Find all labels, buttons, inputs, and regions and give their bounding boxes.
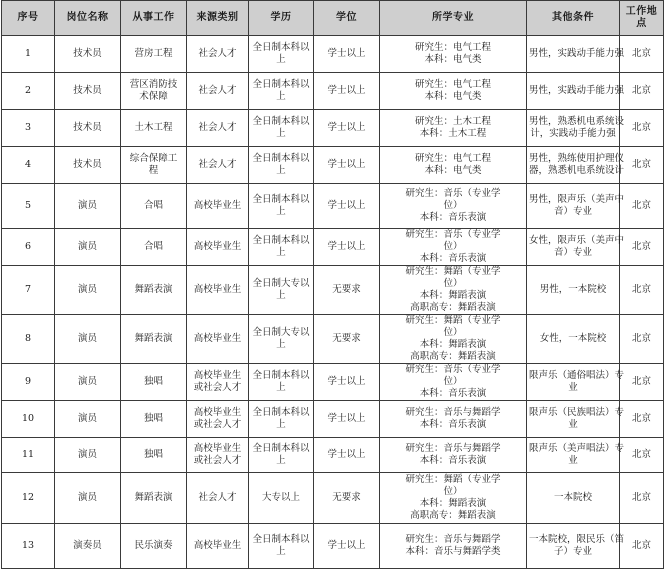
cell-no: 1 [2,36,55,73]
table-row [2,315,664,364]
cell-work [121,473,187,524]
header-education: 学历 [249,1,314,36]
cell-education-line: 全日制本科以 [252,42,310,53]
cell-major-line: 本科：音乐表演 [419,419,487,430]
cell-other [527,36,625,73]
cell-place: 北京 [620,36,664,73]
cell-work-line: 合唱 [143,241,163,252]
cell-major-line: 本科：土木工程 [419,128,487,139]
cell-education-line: 上 [276,546,286,557]
cell-education [249,110,314,147]
table-row [2,364,664,401]
cell-source-line: 社会人才 [198,159,237,170]
cell-no: 7 [2,266,55,315]
cell-other-line: 男性，熟悉机电系统设 [529,116,625,127]
cell-other-line: 一本院校 [553,492,592,503]
cell-other-line: 计，实践动手能力强 [530,128,616,139]
cell-source [187,73,249,110]
cell-no: 13 [2,524,55,569]
cell-major [380,110,527,147]
cell-major-line: 研究生：土木工程 [414,116,491,127]
cell-work [121,73,187,110]
header-work: 从事工作 [121,1,187,36]
cell-major-line: 研究生：音乐（专业学 [405,188,501,199]
cell-education [249,36,314,73]
cell-major-line: 本科：音乐与舞蹈学类 [405,546,501,557]
cell-degree: 学士以上 [314,36,380,73]
cell-education-line: 上 [276,382,286,393]
cell-major-line: 高职高专：舞蹈表演 [410,302,496,313]
cell-other [527,438,625,473]
cell-work-line: 合唱 [143,200,163,211]
cell-other-line: 业 [568,419,578,430]
cell-major [380,147,527,184]
cell-other [527,364,625,401]
cell-post: 技术员 [55,147,121,184]
cell-major-line: 本科：电气类 [424,91,482,102]
cell-major-line: 位） [443,200,463,211]
table-row [2,524,664,569]
cell-source [187,266,249,315]
cell-other-line: 限声乐（通俗唱法）专 [529,370,625,381]
header-no: 序号 [2,1,55,36]
cell-other-line: 限声乐（美声唱法）专 [529,443,625,454]
cell-education-line: 上 [276,455,286,466]
cell-work [121,438,187,473]
recruitment-table [1,0,664,569]
cell-work-line: 独唱 [143,413,163,424]
header-post: 岗位名称 [55,1,121,36]
cell-other [527,401,625,438]
cell-education-line: 上 [276,339,286,350]
cell-no: 8 [2,315,55,364]
cell-degree: 无要求 [314,315,380,364]
cell-work [121,229,187,266]
cell-other [527,315,620,364]
cell-work-line: 程 [148,165,159,176]
table-row [2,401,664,438]
cell-source [187,110,249,147]
cell-other-line: 女性，一本院校 [539,333,607,344]
cell-source-line: 社会人才 [198,122,237,133]
cell-source-line: 高校毕业生 [193,333,242,344]
cell-work-line: 独唱 [143,376,163,387]
cell-source-line: 高校毕业生 [193,443,242,454]
cell-degree: 学士以上 [314,364,380,401]
cell-education [249,147,314,184]
table-row [2,229,664,266]
cell-education-line: 上 [276,247,286,258]
table-row [2,438,664,473]
cell-education [249,73,314,110]
cell-work [121,524,187,569]
cell-education-line: 全日制本科以 [252,370,310,381]
cell-source [187,364,249,401]
cell-degree: 学士以上 [314,147,380,184]
cell-major-line: 高职高专：舞蹈表演 [410,351,496,362]
cell-no: 3 [2,110,55,147]
cell-place: 北京 [620,401,664,438]
cell-place: 北京 [620,266,664,315]
cell-education-line: 上 [276,290,286,301]
cell-major-line: 本科：舞蹈表演 [419,290,487,301]
cell-other-line: 男性，实践动手能力强 [529,48,625,59]
cell-work [121,315,187,364]
cell-other-line: 男性，限声乐（美声中 [529,194,625,205]
cell-source [187,438,249,473]
cell-major [380,438,527,473]
cell-major-line: 本科：音乐表演 [419,455,487,466]
cell-post: 演员 [55,315,121,364]
cell-post: 演员 [55,266,121,315]
cell-no: 5 [2,184,55,229]
cell-source-line: 或社会人才 [193,455,242,466]
cell-education [249,184,314,229]
cell-work [121,401,187,438]
cell-major-line: 本科：舞蹈表演 [419,339,487,350]
cell-education [249,364,314,401]
cell-source [187,473,249,524]
cell-no: 12 [2,473,55,524]
cell-education-line: 全日制本科以 [252,116,310,127]
cell-work-line: 术保障 [139,91,168,102]
cell-other [527,147,625,184]
cell-place: 北京 [620,110,664,147]
cell-work-line: 土木工程 [134,122,173,133]
cell-major [380,266,527,315]
cell-work [121,36,187,73]
cell-major-line: 研究生：舞蹈（专业学 [405,474,501,485]
cell-source-line: 或社会人才 [193,382,242,393]
cell-post: 技术员 [55,36,121,73]
header-source: 来源类别 [187,1,249,36]
cell-source [187,184,249,229]
cell-education [249,401,314,438]
cell-major-line: 研究生：音乐与舞蹈学 [405,534,501,545]
cell-major [380,229,527,266]
cell-source-line: 高校毕业生 [193,284,242,295]
cell-post: 演员 [55,438,121,473]
cell-education-line: 上 [276,91,286,102]
table-row [2,473,664,524]
cell-major-line: 位） [443,241,463,252]
cell-major-line: 位） [443,327,463,338]
cell-major-line: 研究生：音乐与舞蹈学 [405,443,501,454]
cell-work [121,147,187,184]
cell-major-line: 研究生：音乐与舞蹈学 [405,407,501,418]
cell-major [380,315,527,364]
cell-major-line: 本科：音乐表演 [419,388,487,399]
cell-source-line: 高校毕业生 [193,540,242,551]
cell-education-line: 上 [276,128,286,139]
cell-other-line: 业 [568,382,578,393]
cell-source [187,401,249,438]
cell-place: 北京 [620,229,664,266]
cell-education [249,473,314,524]
cell-major-line: 位） [443,278,463,289]
cell-no: 11 [2,438,55,473]
cell-post: 技术员 [55,110,121,147]
cell-education [249,438,314,473]
cell-education [249,524,314,569]
cell-major [380,401,527,438]
cell-other-line: 音）专业 [553,206,592,217]
cell-education-line: 大专以上 [261,492,300,503]
cell-education-line: 全日制本科以 [252,534,310,545]
cell-education-line: 全日制大专以 [252,278,310,289]
cell-education-line: 全日制本科以 [252,79,310,90]
cell-source [187,229,249,266]
cell-source-line: 社会人才 [198,85,237,96]
cell-major [380,473,527,524]
cell-education [249,266,314,315]
cell-major [380,184,527,229]
cell-post: 演员 [55,364,121,401]
cell-no: 6 [2,229,55,266]
table-row [2,147,664,184]
cell-other-line: 男性，一本院校 [539,284,607,295]
cell-source-line: 社会人才 [198,48,237,59]
cell-place: 北京 [620,438,664,473]
cell-education-line: 上 [276,419,286,430]
cell-post: 演员 [55,184,121,229]
cell-other-line: 器，熟悉机电系统设计 [529,165,625,176]
cell-major-line: 研究生：电气工程 [414,79,491,90]
cell-major-line: 本科：电气类 [424,165,482,176]
cell-source-line: 高校毕业生 [193,370,242,381]
cell-other-line: 男性，熟练使用护理仪 [529,153,625,164]
cell-education-line: 全日制本科以 [252,235,310,246]
cell-education-line: 全日制本科以 [252,407,310,418]
cell-work-line: 营区消防技 [129,79,178,90]
cell-other-line: 一本院校，限民乐（笛 [529,534,625,545]
cell-place: 北京 [620,364,664,401]
cell-major-line: 研究生：舞蹈（专业学 [405,315,501,326]
cell-no: 9 [2,364,55,401]
cell-other [527,524,625,569]
cell-place: 北京 [620,184,664,229]
cell-post: 技术员 [55,73,121,110]
cell-degree: 无要求 [314,473,380,524]
cell-other-line: 女性，限声乐（美声中 [529,235,625,246]
cell-place: 北京 [620,524,664,569]
cell-post: 演员 [55,229,121,266]
cell-education-line: 全日制本科以 [252,153,310,164]
cell-education-line: 上 [276,54,286,65]
cell-education [249,315,314,364]
cell-work-line: 舞蹈表演 [134,284,173,295]
cell-work-line: 营房工程 [134,48,173,59]
header-major: 所学专业 [380,1,527,36]
cell-work-line: 舞蹈表演 [134,492,173,503]
cell-major-line: 本科：音乐表演 [419,212,487,223]
cell-other-line: 男性，实践动手能力强 [529,85,625,96]
table-row [2,36,664,73]
cell-major-line: 本科：音乐表演 [419,253,487,264]
cell-source [187,524,249,569]
cell-work-line: 综合保障工 [129,153,178,164]
cell-other-line: 音）专业 [553,247,592,258]
cell-major [380,73,527,110]
cell-degree: 学士以上 [314,438,380,473]
cell-post: 演员 [55,473,121,524]
cell-major-line: 研究生：音乐（专业学 [405,229,501,240]
cell-source-line: 社会人才 [198,492,237,503]
cell-work [121,110,187,147]
cell-major-line: 高职高专：舞蹈表演 [410,510,496,521]
cell-source-line: 或社会人才 [193,419,242,430]
cell-work [121,184,187,229]
cell-source-line: 高校毕业生 [193,200,242,211]
cell-no: 10 [2,401,55,438]
header-place: 工作地点 [620,1,664,36]
cell-major [380,524,527,569]
cell-other [527,73,625,110]
cell-post: 演员 [55,401,121,438]
cell-major-line: 位） [443,376,463,387]
cell-place: 北京 [620,315,664,364]
cell-degree: 无要求 [314,266,380,315]
cell-work-line: 民乐演奏 [134,540,173,551]
cell-other [527,184,625,229]
cell-work [121,364,187,401]
cell-source [187,36,249,73]
cell-major-line: 研究生：舞蹈（专业学 [405,266,501,277]
cell-other [527,473,620,524]
cell-major-line: 本科：舞蹈表演 [419,498,487,509]
cell-degree: 学士以上 [314,524,380,569]
cell-degree: 学士以上 [314,73,380,110]
cell-work-line: 舞蹈表演 [134,333,173,344]
cell-other-line: 业 [568,455,578,466]
cell-major-line: 研究生：电气工程 [414,153,491,164]
cell-place: 北京 [620,147,664,184]
cell-other-line: 限声乐（民族唱法）专 [529,407,625,418]
cell-education-line: 全日制本科以 [252,443,310,454]
table-body [2,36,664,569]
cell-major-line: 位） [443,486,463,497]
cell-major-line: 本科：电气类 [424,54,482,65]
cell-source [187,315,249,364]
cell-source-line: 高校毕业生 [193,241,242,252]
cell-major [380,36,527,73]
cell-post: 演奏员 [55,524,121,569]
cell-degree: 学士以上 [314,110,380,147]
cell-major-line: 研究生：电气工程 [414,42,491,53]
cell-no: 2 [2,73,55,110]
table-row [2,184,664,229]
cell-education-line: 全日制大专以 [252,327,310,338]
cell-other [527,229,625,266]
header-row [2,1,664,36]
cell-other-line: 子）专业 [553,546,592,557]
cell-major [380,364,527,401]
cell-work [121,266,187,315]
cell-education-line: 全日制本科以 [252,194,310,205]
table-row [2,73,664,110]
cell-source-line: 高校毕业生 [193,407,242,418]
cell-source [187,147,249,184]
cell-other [527,266,620,315]
cell-degree: 学士以上 [314,184,380,229]
header-other: 其他条件 [527,1,620,36]
cell-education [249,229,314,266]
header-degree: 学位 [314,1,380,36]
cell-no: 4 [2,147,55,184]
cell-degree: 学士以上 [314,401,380,438]
cell-work-line: 独唱 [143,449,163,460]
table-row [2,110,664,147]
cell-place: 北京 [620,473,664,524]
cell-other [527,110,625,147]
cell-major-line: 研究生：音乐（专业学 [405,364,501,375]
cell-education-line: 上 [276,165,286,176]
cell-place: 北京 [620,73,664,110]
table-row [2,266,664,315]
cell-education-line: 上 [276,206,286,217]
cell-degree: 学士以上 [314,229,380,266]
